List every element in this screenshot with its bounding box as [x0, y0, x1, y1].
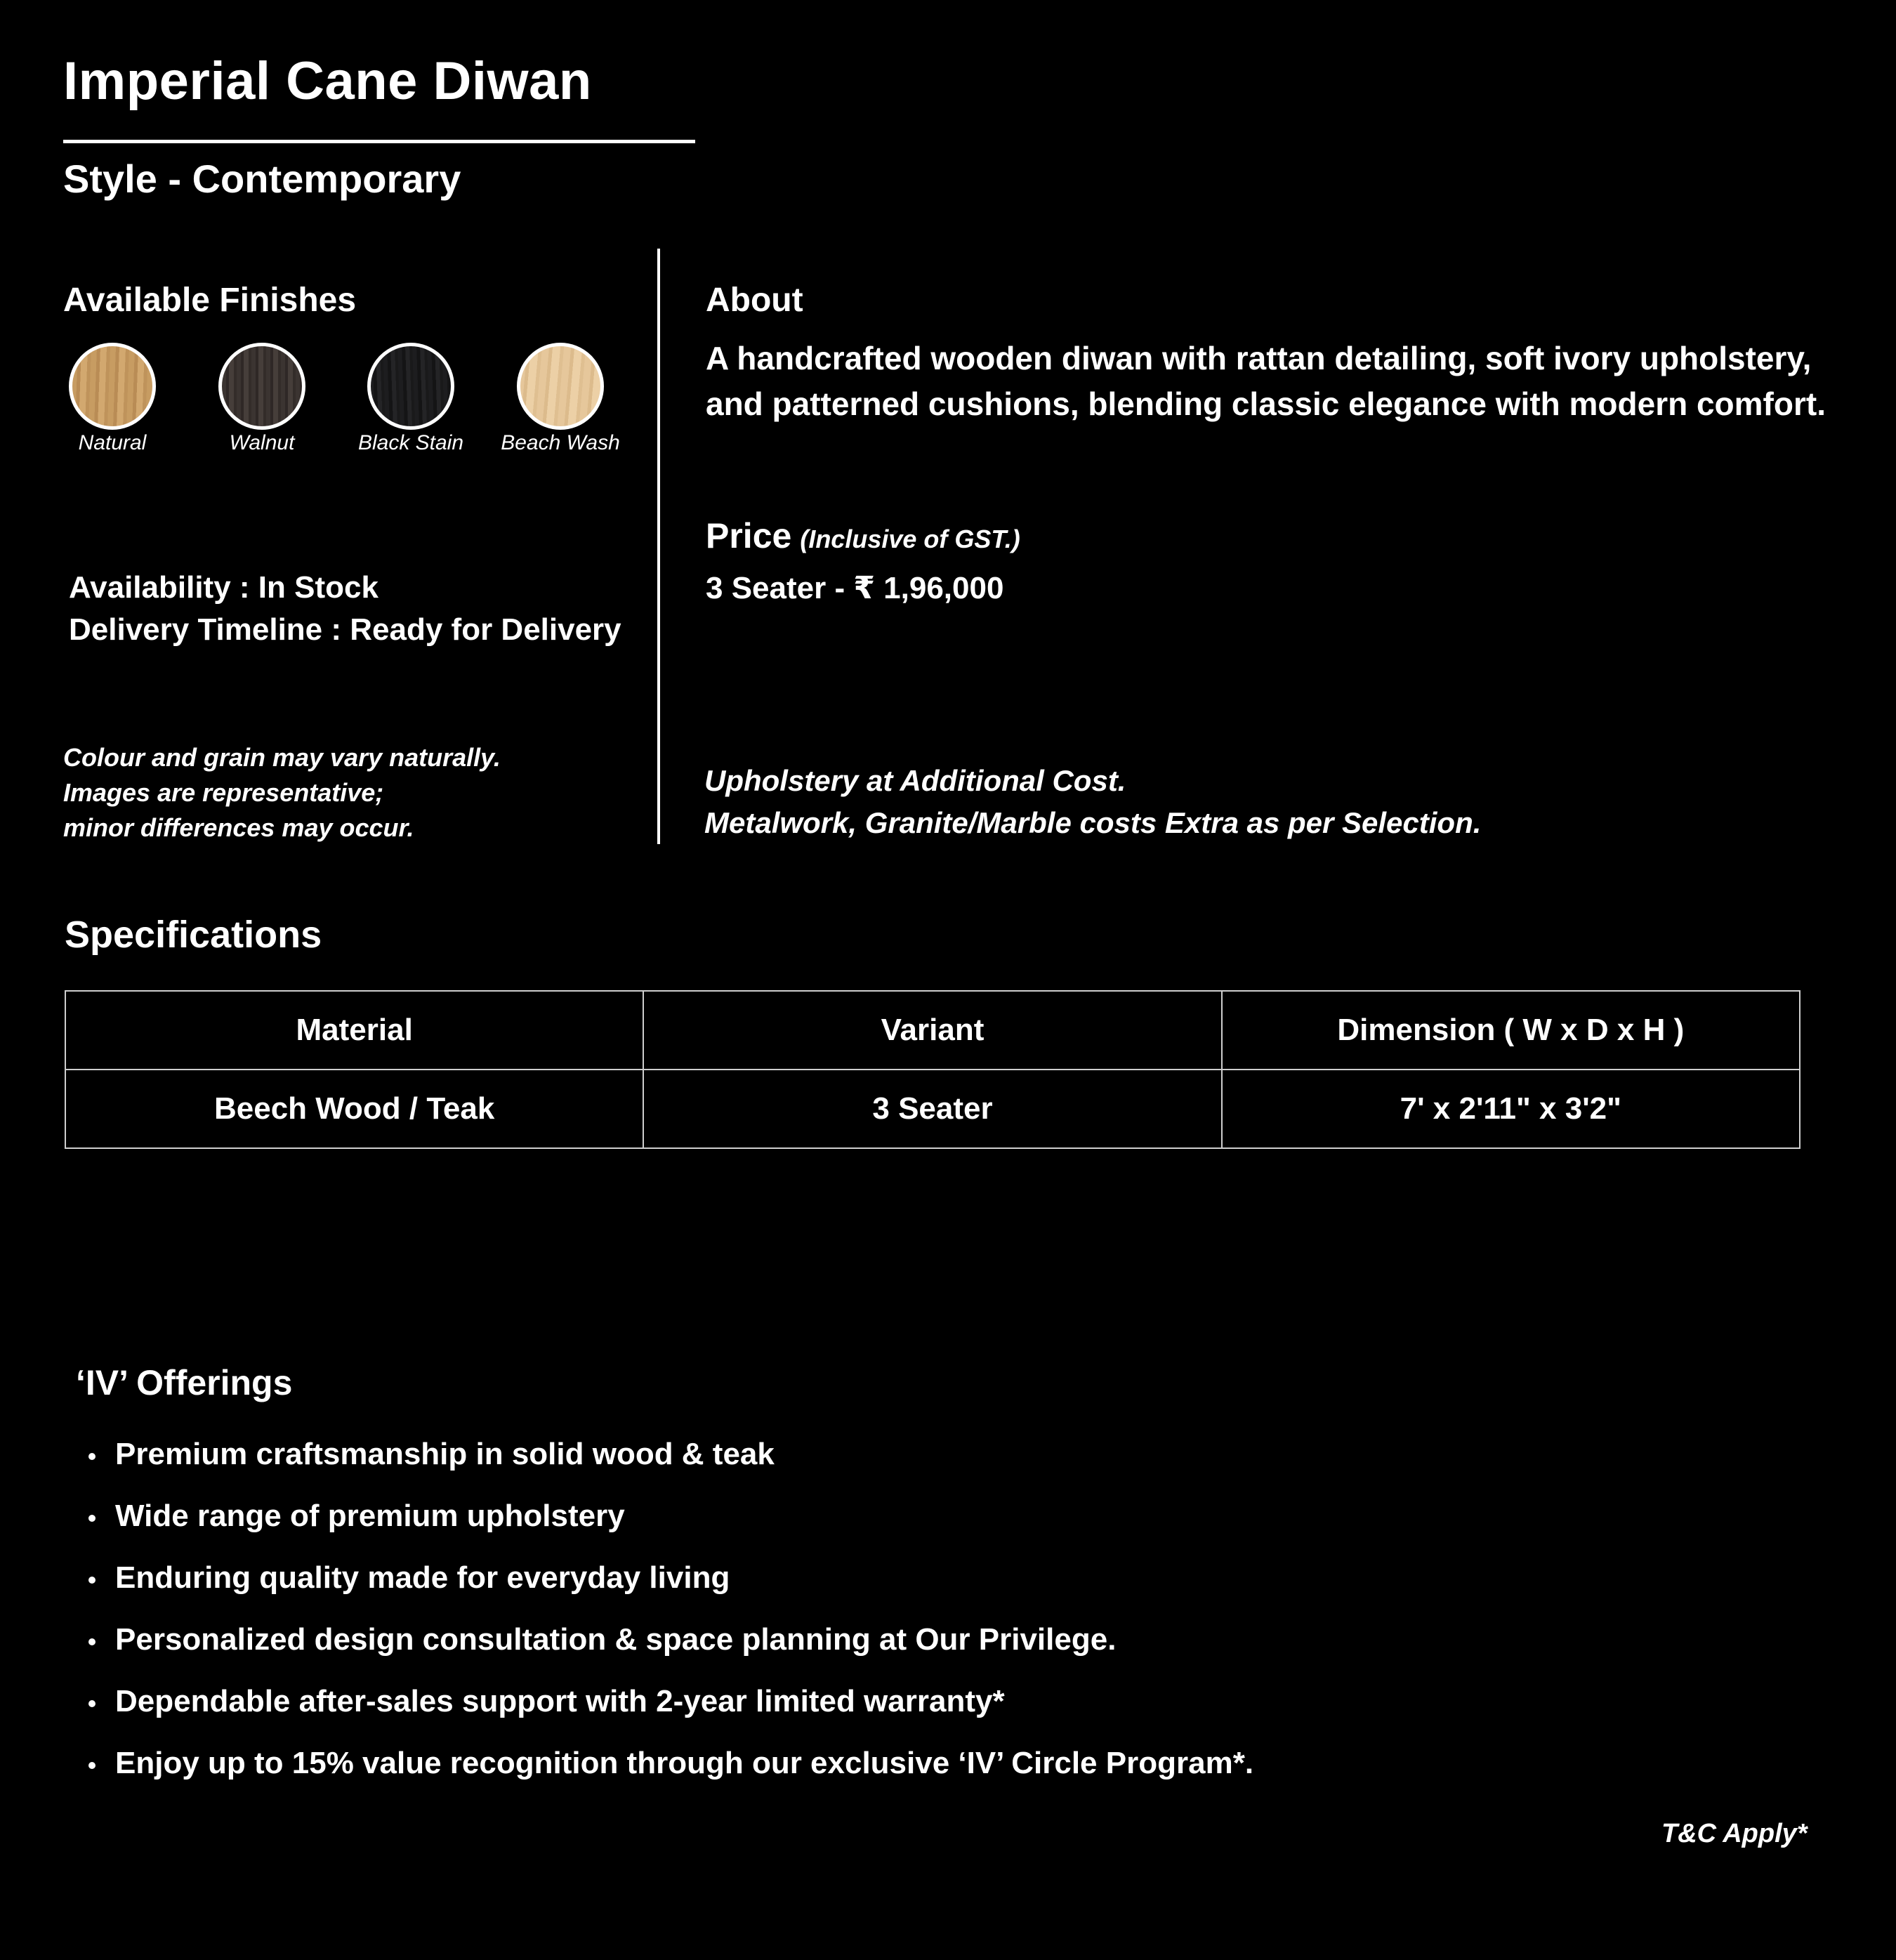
disclaimer-line: Colour and grain may vary naturally.: [63, 743, 501, 772]
disclaimer-line: Images are representative;: [63, 778, 384, 807]
specifications-heading: Specifications: [65, 914, 322, 956]
table-header-material: Material: [65, 991, 643, 1070]
list-item: Personalized design consultation & space planning at Our Privilege.: [84, 1615, 1253, 1677]
offerings-list: [84, 1430, 1253, 1801]
finish-label-walnut: Walnut: [229, 431, 295, 454]
table-header-variant: Variant: [643, 991, 1221, 1070]
list-item: Premium craftsmanship in solid wood & teak: [84, 1430, 1253, 1492]
price-label: Price: [706, 516, 792, 555]
finish-swatch-walnut[interactable]: [218, 343, 305, 430]
list-item: Enjoy up to 15% value recognition through our exclusive ‘IV’ Circle Program*.: [84, 1739, 1253, 1801]
product-title: Imperial Cane Diwan: [63, 51, 592, 111]
finishes-heading: Available Finishes: [63, 282, 357, 319]
finish-label-natural: Natural: [78, 431, 147, 454]
column-divider: [657, 249, 660, 844]
cost-note: Metalwork, Granite/Marble costs Extra as per Selection.: [704, 806, 1482, 839]
price-heading: [706, 515, 1020, 556]
list-item: Wide range of premium upholstery: [84, 1492, 1253, 1553]
table-header-dimension: Dimension ( W x D x H ): [1222, 991, 1800, 1070]
finish-swatch-beach-wash[interactable]: [517, 343, 604, 430]
finish-swatch-black-stain[interactable]: [367, 343, 454, 430]
table-row: [65, 1070, 1800, 1148]
offerings-heading: ‘IV’ Offerings: [76, 1363, 293, 1402]
table-cell-variant: 3 Seater: [643, 1070, 1221, 1148]
price-value: 3 Seater - ₹ 1,96,000: [706, 571, 1004, 605]
about-heading: About: [706, 282, 803, 319]
finish-label-beach-wash: Beach Wash: [501, 431, 620, 454]
disclaimer-line: minor differences may occur.: [63, 813, 414, 842]
list-item: Dependable after-sales support with 2-year limited warranty*: [84, 1677, 1253, 1739]
delivery-timeline: Delivery Timeline : Ready for Delivery: [69, 612, 621, 647]
table-cell-material: Beech Wood / Teak: [65, 1070, 643, 1148]
availability-status: Availability : In Stock: [69, 570, 378, 605]
style-label: Style - Contemporary: [63, 157, 461, 201]
finish-label-black-stain: Black Stain: [357, 431, 464, 454]
list-item: Enduring quality made for everyday living: [84, 1553, 1253, 1615]
price-tax-note: (Inclusive of GST.): [800, 525, 1020, 553]
table-header-row: [65, 991, 1800, 1070]
cost-note: Upholstery at Additional Cost.: [704, 764, 1126, 797]
table-cell-dimension: 7' x 2'11" x 3'2": [1222, 1070, 1800, 1148]
title-divider: [63, 140, 695, 143]
finish-swatch-natural[interactable]: [69, 343, 156, 430]
about-description: A handcrafted wooden diwan with rattan detailing, soft ivory upholstery, and patterned cushions, blending classic elegance with modern comfort.: [706, 340, 1826, 422]
terms-note: T&C Apply*: [1661, 1819, 1808, 1848]
specifications-table: [65, 990, 1800, 1149]
